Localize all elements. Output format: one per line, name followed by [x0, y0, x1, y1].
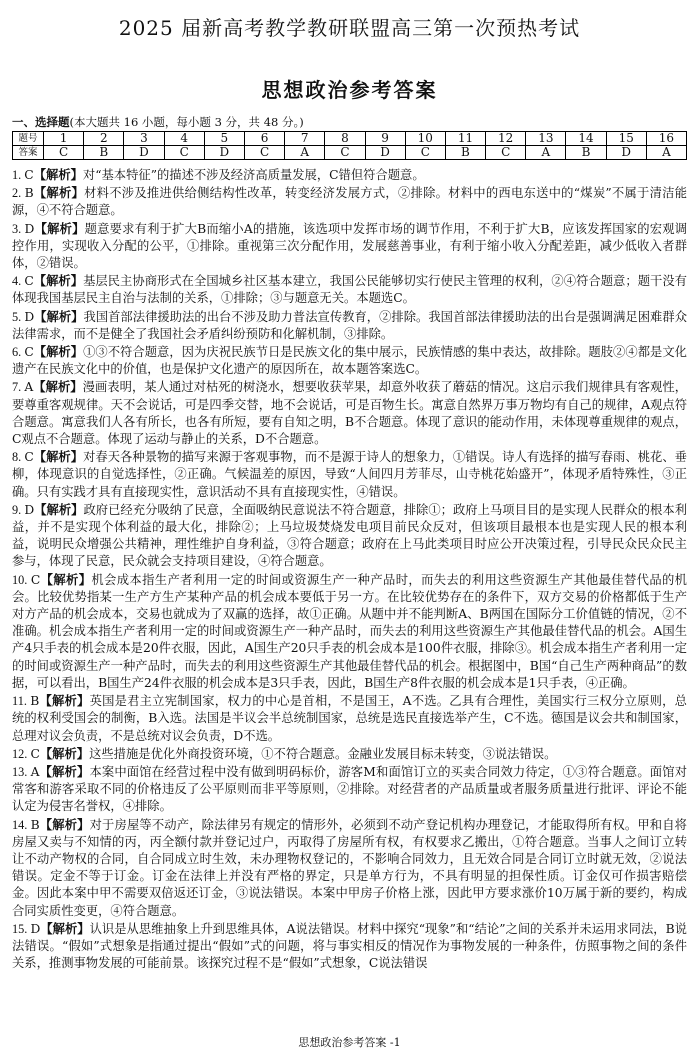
explanation-item — [12, 920, 687, 973]
section-heading — [12, 114, 304, 130]
analysis-tag: 【解析】 — [39, 816, 90, 832]
answer-cell: D — [606, 146, 646, 160]
question-number-cell: 8 — [325, 132, 365, 146]
explanation-text: 基层民主协商形式在全国城乡社区基本建立，我国公民能够切实行使民主管理的权利，②④符合题意；题干没有体现我国基层民主自治与法制的关系，①排除；③与题意无关。本题选C。 — [12, 274, 687, 306]
explanation-item — [12, 763, 687, 816]
question-number-cell: 15 — [606, 132, 646, 146]
question-number-cell: 14 — [566, 132, 606, 146]
explanation-text: 我国首部法律援助法的出台不涉及助力普法宣传教育，②排除。我国首部法律援助法的出台是强调满足困难群众法律需求，而不是健全了我国社会矛盾纠纷预防和化解机制，③排除。 — [12, 309, 687, 341]
question-answer: D — [24, 309, 35, 324]
answer-title: 思想政治参考答案 — [261, 78, 438, 102]
question-number-cell: 10 — [405, 132, 445, 146]
analysis-tag: 【解析】 — [33, 379, 83, 395]
question-number-cell: 3 — [124, 132, 164, 146]
answer-table — [12, 131, 687, 160]
explanation-text: 漫画表明，某人通过对枯死的树浇水，想要收获苹果，却意外收获了蘑菇的情况。这启示我们规律具有客观性，要尊重客观规律。天不会说话，可是四季交替，地不会说话，可是百物生长。寓意自然界万事万物均有自己的规律，A观点符合题意。寓意我们人各有所长，也各有所短，要有自知之明，B不合题意。体现了意识的能动作用，未体现尊重规律的观点，C观点不合题意。体现了运动与静止的关系，D不合题意。 — [12, 380, 687, 447]
question-number-cell: 12 — [486, 132, 526, 146]
question-number: 11. — [12, 694, 31, 709]
question-number: 4. — [12, 274, 25, 289]
question-answer: C — [24, 450, 34, 465]
answer-cell: A — [526, 146, 566, 160]
question-answer: C — [24, 168, 34, 182]
analysis-tag: 【解析】 — [33, 185, 85, 201]
answer-cell: B — [566, 146, 606, 160]
analysis-tag: 【解析】 — [34, 308, 84, 324]
answer-cell: D — [124, 146, 164, 160]
explanation-item — [12, 166, 687, 184]
analysis-tag: 【解析】 — [40, 920, 90, 936]
question-number-cell: 7 — [285, 132, 325, 146]
question-answer: A — [30, 764, 40, 779]
explanation-item — [12, 501, 687, 571]
question-answer: B — [24, 186, 34, 201]
answer-cell: C — [244, 146, 284, 160]
analysis-tag: 【解析】 — [33, 344, 84, 360]
question-number: 8. — [12, 450, 25, 465]
question-answer: D — [24, 221, 35, 236]
question-number-cell: 9 — [365, 132, 405, 146]
row-label-answer: 答案 — [13, 146, 44, 160]
question-number: 14. — [12, 817, 31, 832]
question-answer: B — [30, 694, 40, 709]
question-number: 3. — [12, 221, 25, 236]
question-answer: D — [24, 502, 35, 517]
question-number-cell: 11 — [445, 132, 485, 146]
explanation-text: 对春天各种景物的描写来源于客观事物，而不是源于诗人的想象力，①错误。诗人有选择的描写春雨、桃花、垂柳，体现意识的自觉选择性，②正确。气候温差的原因，导致“人间四月芳菲尽，山寺桃花始盛开”，体现矛盾特殊性，③正确。只有实践才具有直接现实性，意识活动不具有直接现实性，④错误。 — [12, 450, 687, 499]
analysis-tag: 【解析】 — [34, 220, 85, 236]
question-number: 9. — [12, 502, 25, 517]
explanation-item — [12, 448, 687, 501]
answer-cell: B — [84, 146, 124, 160]
question-number: 12. — [12, 746, 31, 761]
question-number-cell: 6 — [244, 132, 284, 146]
explanation-text: 对于房屋等不动产，除法律另有规定的情形外，必须到不动产登记机构办理登记，才能取得所有权。甲和自将房屋又卖与不知情的丙，丙全额付款并登记过户，丙取得了房屋所有权，有权要求乙搬出，①符合题意。当事人之间订立转让不动产物权的合同，自合同成立时生效，未办理物权登记的，不影响合同效力，且无效合同是合同订立时就无效，②说法错误。定金不等于订金。订金在法律上并没有严格的界定，只是单方行为，不具有明显的担保性质。订金仅可作损害赔偿金。因此本案中甲不需要双倍返还订金，③说法错误。本案中甲房子价格上涨，因此甲方要求涨价10万属于新的要约，构成合同实质性变更，④符合题意。 — [12, 817, 687, 918]
question-number-cell: 4 — [164, 132, 204, 146]
explanation-text: 机会成本指生产者利用一定的时间或资源生产一种产品时，而失去的利用这些资源生产其他最佳替代品的机会。比较优势指某一生产方生产某种产品的机会成本要低于另一方。在比较优势存在的条件下，双方交易的价格都低于生产对方产品的机会成本，交易也就成为了双赢的选择，故①正确。从题中并不能判断A、B两国在国际分工价值链的情况，②不准确。机会成本指生产者利用一定的时间或资源生产一种产品时，而失去的利用这些资源生产其他最佳替代品的机会。A国生产4只手表的机会成本是20件衣服，因此，A国生产20只手表的机会成本是100件衣服，排除③。机会成本指生产者利用一定的时间或资源生产一种产品时，而失去的利用这些资源生产其他最佳替代品的机会。根据图中，B国“自己生产两种商品”的数据，可以看出，B国生产24件衣服的机会成本是3只手表，因此，B国生产8件衣服的机会成本是1只手表，④正确。 — [12, 572, 687, 690]
answer-cell: D — [204, 146, 244, 160]
question-answer: C — [30, 746, 40, 761]
question-answer: C — [24, 274, 34, 289]
question-answer: C — [24, 345, 34, 360]
explanation-item — [12, 692, 687, 745]
question-answer: C — [30, 572, 41, 587]
analysis-tag: 【解析】 — [40, 571, 92, 587]
question-number: 5. — [12, 309, 25, 324]
answer-cell: C — [44, 146, 84, 160]
explanation-item — [12, 184, 687, 219]
question-number-cell: 5 — [204, 132, 244, 146]
question-number-cell: 16 — [646, 132, 686, 146]
explanation-text: 对“基本特征”的描述不涉及经济高质量发展，C错但符合题意。 — [82, 168, 425, 182]
answer-cell: A — [646, 146, 686, 160]
explanation-text: 认识是从思维抽象上升到思维具体，A说法错误。材料中探究“现象”和“结论”之间的关系并未运用求同法，B说法错误。“假如”式想象是指通过提出“假如”式的问题，将与事实相反的情况作为事物发展的一种条件，仿照事物之间的条件关系，推测事物发展的可能前景。该探究过程不是“假如”式想象，C说法错误 — [12, 921, 687, 971]
answer-cell: C — [325, 146, 365, 160]
analysis-tag: 【解析】 — [33, 449, 84, 465]
explanation-text: 材料不涉及推进供给侧结构性改革，转变经济发展方式，②排除。材料中的西电东送中的“煤炭”不属于清洁能源，④不符合题意。 — [12, 186, 687, 218]
question-number: 1. — [12, 168, 25, 182]
explanation-text: 英国是君主立宪制国家，权力的中心是首相，不是国王，A不选。乙具有合理性，美国实行三权分立原则，总统的权利受国会的制衡，B入选。法国是半议会半总统制国家，总统是选民直接选举产生，C不选。德国是议会共和制国家，总理对议会负责，不是总统对议会负责，D不选。 — [12, 694, 687, 743]
analysis-tag: 【解析】 — [39, 745, 90, 761]
explanation-item — [12, 272, 687, 307]
analysis-tag: 【解析】 — [33, 167, 83, 182]
question-number-cell: 13 — [526, 132, 566, 146]
answer-cell: B — [445, 146, 485, 160]
row-label-number: 题号 — [13, 132, 44, 146]
analysis-tag: 【解析】 — [34, 501, 84, 517]
question-number: 6. — [12, 345, 25, 360]
question-answer: B — [30, 817, 40, 832]
explanation-list — [12, 166, 687, 972]
analysis-tag: 【解析】 — [39, 693, 90, 709]
question-number-row — [13, 132, 687, 146]
answer-row — [13, 146, 687, 160]
explanation-text: 这些措施是优化外商投资环境，①不符合题意。金融业发展目标未转变，③说法错误。 — [89, 746, 557, 761]
question-answer: D — [30, 921, 41, 936]
explanation-text: 题意要求有利于扩大B而缩小A的措施，该选项中发挥市场的调节作用，不利于扩大B，应该发挥国家的宏观调控作用，实现收入分配的公平，①排除。重视第三次分配作用，发展慈善事业，有利于缩小收入分配差距，减少低收入者群体，②错误。 — [12, 221, 687, 271]
analysis-tag: 【解析】 — [33, 273, 84, 289]
explanation-text: 本案中面馆在经营过程中没有做到明码标价，游客M和面馆订立的买卖合同效力待定，①③符合题意。面馆对常客和游客采取不同的价格违反了公平原则而非平等原则，②排除。对经营者的产品质量或者服务质量进行批评、评论不能认定为侵害名誉权，④排除。 — [12, 764, 687, 814]
explanation-item — [12, 220, 687, 273]
question-number: 15. — [12, 921, 31, 936]
question-number: 10. — [12, 572, 31, 587]
analysis-tag: 【解析】 — [39, 763, 90, 779]
explanation-item — [12, 745, 687, 763]
question-number: 13. — [12, 764, 31, 779]
answer-cell: C — [486, 146, 526, 160]
question-number: 2. — [12, 186, 25, 201]
explanation-item — [12, 816, 687, 920]
answer-cell: C — [164, 146, 204, 160]
question-number-cell: 2 — [84, 132, 124, 146]
exam-title: 2025 届新高考教学教研联盟高三第一次预热考试 — [118, 16, 581, 40]
section-title: 一、选择题 — [12, 115, 70, 129]
explanation-text: ①③不符合题意，因为庆祝民族节日是民族文化的集中展示，民族情感的集中表达，故排除。题肢②④都是文化遗产在民族文化中的价值，也是保护文化遗产的原因所在，故本题答案选C。 — [12, 345, 687, 377]
explanation-item — [12, 308, 687, 343]
answer-cell: A — [285, 146, 325, 160]
explanation-item — [12, 343, 687, 378]
explanation-text: 政府已经充分吸纳了民意，全面吸纳民意说法不符合题意，排除①；政府上马项目目的是实现人民群众的根本利益，并不是实现个体利益的最大化，排除②；上马垃圾焚烧发电项目前民众反对，但该项目最根本也是实现人民的根本利益，说明民众增强公共精神，理性维护自身利益，③符合题意；政府在上马此类项目时应公开决策过程，引导民众民众民主参与，体现了民意，民众就会支持项目建设，④符合题意。 — [12, 502, 687, 569]
question-answer: A — [24, 380, 34, 395]
answer-cell: D — [365, 146, 405, 160]
explanation-item — [12, 378, 687, 448]
question-number: 7. — [12, 380, 25, 395]
answer-cell: C — [405, 146, 445, 160]
explanation-item — [12, 571, 687, 692]
section-note: (本大题共 16 小题，每小题 3 分，共 48 分。) — [69, 115, 304, 129]
question-number-cell: 1 — [44, 132, 84, 146]
page-footer: 思想政治参考答案 -1 — [298, 1036, 401, 1049]
